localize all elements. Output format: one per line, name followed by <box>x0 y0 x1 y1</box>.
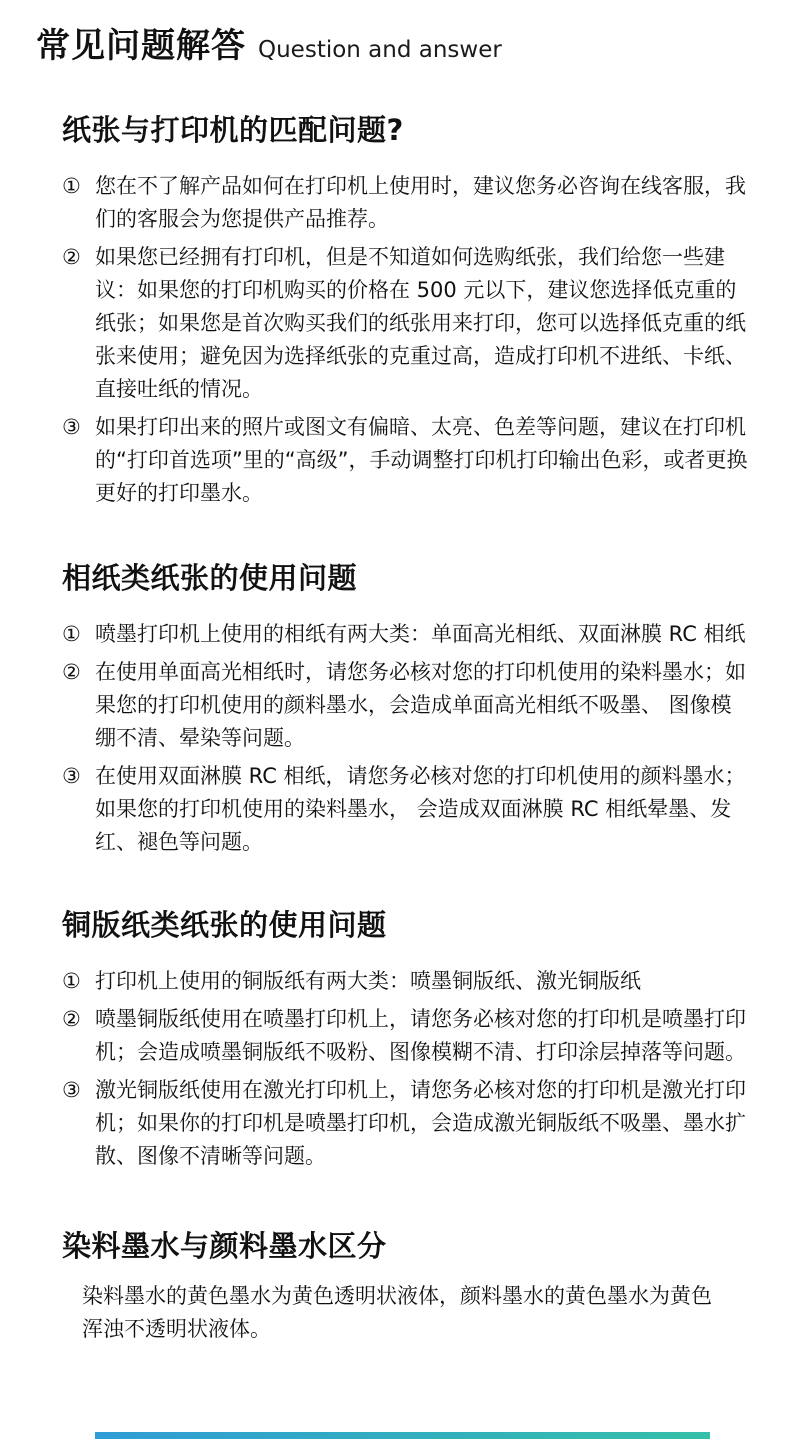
section-heading: 相纸类纸张的使用问题 <box>62 561 358 595</box>
list-item-text: 打印机上使用的铜版纸有两大类：喷墨铜版纸、激光铜版纸 <box>95 969 641 993</box>
section-heading: 染料墨水与颜料墨水区分 <box>62 1229 387 1263</box>
section-heading: 纸张与打印机的匹配问题? <box>62 113 404 147</box>
circled-number-icon: ① <box>62 174 81 198</box>
list-item-text: 在使用单面高光相纸时，请您务必核对您的打印机使用的染料墨水；如果您的打印机使用的颜料墨水，会造成单面高光相纸不吸墨、 图像模绷不清、晕染等问题。 <box>95 660 746 750</box>
circled-number-icon: ① <box>62 622 81 646</box>
list-item <box>62 1003 748 1069</box>
list-item <box>62 656 748 755</box>
circled-number-icon: ③ <box>62 764 81 788</box>
list-item-text: 在使用双面淋膜 RC 相纸，请您务必核对您的打印机使用的颜料墨水；如果您的打印机使用的染料墨水， 会造成双面淋膜 RC 相纸晕墨、发红、褪色等问题。 <box>95 764 746 854</box>
list-item <box>62 618 748 651</box>
list-item-text: 如果您已经拥有打印机，但是不知道如何选购纸张，我们给您一些建议：如果您的打印机购买的价格在 500 元以下，建议您选择低克重的纸张；如果您是首次购买我们的纸张用来打印，您可以选择低克重的纸张来使用；避免因为选择纸张的克重过高，造成打印机不进纸、卡纸、直接吐纸的情况。 <box>95 245 746 401</box>
circled-number-icon: ② <box>62 245 81 269</box>
list-item <box>62 760 748 859</box>
circled-number-icon: ③ <box>62 1078 81 1102</box>
list-item <box>62 411 748 510</box>
qa-list <box>62 618 748 859</box>
qa-list <box>62 965 748 1173</box>
page-title-zh: 常见问题解答 <box>36 26 246 66</box>
list-item <box>62 1074 748 1173</box>
section-paragraph: 染料墨水的黄色墨水为黄色透明状液体，颜料墨水的黄色墨水为黄色浑浊不透明状液体。 <box>82 1284 712 1341</box>
list-item <box>62 965 748 998</box>
bottom-gradient-divider <box>95 1432 710 1439</box>
circled-number-icon: ② <box>62 660 81 684</box>
circled-number-icon: ③ <box>62 415 81 439</box>
circled-number-icon: ② <box>62 1007 81 1031</box>
section-coated-paper-usage <box>62 907 748 1173</box>
qa-list <box>62 170 748 510</box>
list-item <box>62 170 748 236</box>
list-item <box>62 241 748 406</box>
list-item-text: 喷墨打印机上使用的相纸有两大类：单面高光相纸、双面淋膜 RC 相纸 <box>95 622 746 646</box>
list-item-text: 激光铜版纸使用在激光打印机上，请您务必核对您的打印机是激光打印机；如果你的打印机是喷墨打印机，会造成激光铜版纸不吸墨、墨水扩散、图像不清晰等问题。 <box>95 1078 746 1168</box>
page-title-en: Question and answer <box>258 37 502 63</box>
section-paper-printer-matching <box>62 112 748 510</box>
list-item-text: 您在不了解产品如何在打印机上使用时，建议您务必咨询在线客服，我们的客服会为您提供产品推荐。 <box>95 174 746 231</box>
section-heading: 铜版纸类纸张的使用问题 <box>62 908 387 942</box>
circled-number-icon: ① <box>62 969 81 993</box>
list-item-text: 喷墨铜版纸使用在喷墨打印机上，请您务必核对您的打印机是喷墨打印机；会造成喷墨铜版纸不吸粉、图像模糊不清、打印涂层掉落等问题。 <box>95 1007 746 1064</box>
list-item-text: 如果打印出来的照片或图文有偏暗、太亮、色差等问题，建议在打印机的“打印首选项”里的“高级”，手动调整打印机打印输出色彩，或者更换更好的打印墨水。 <box>95 415 748 505</box>
page-header <box>0 0 790 66</box>
section-ink-distinction <box>62 1228 748 1346</box>
section-photo-paper-usage <box>62 560 748 859</box>
